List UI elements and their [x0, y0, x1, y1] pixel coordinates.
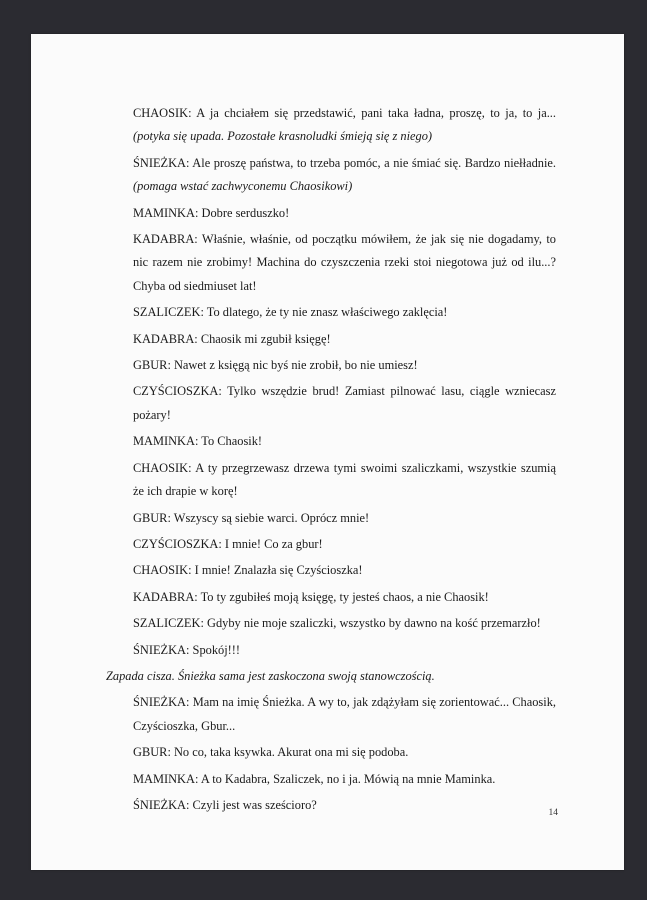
stage-direction-text: (pomaga wstać zachwyconemu Chaosikowi) [133, 179, 353, 194]
speaker-name: MAMINKA [133, 771, 195, 786]
dialogue-line: KADABRA: Chaosik mi zgubił księgę! [133, 331, 331, 346]
dialogue-text: I mnie! Co za gbur! [224, 536, 323, 551]
script-page [31, 34, 624, 870]
speaker-name: GBUR [133, 358, 168, 373]
speaker-name: CZYŚCIOSZKA [133, 536, 219, 551]
dialogue-text: I mnie! Znalazła się Czyścioszka! [194, 563, 363, 578]
speaker-name: GBUR [133, 745, 168, 760]
dialogue-text: Gdyby nie moje szaliczki, wszystko by dawno na kość przemarzło! [207, 616, 541, 631]
dialogue-text: Spokój!!! [192, 642, 241, 657]
dialogue-line: KADABRA: Właśnie, właśnie, od początku mówiłem, że jak się nie dogadamy, to nic razem nie zrobimy! Machina do czyszczenia rzeki stoi niegotowa już od ilu...? Chyba od siedmiuset lat! [133, 232, 556, 293]
dialogue-line: GBUR: No co, taka ksywka. Akurat ona mi się podoba. [133, 745, 409, 760]
speaker-name: KADABRA [133, 589, 195, 604]
dialogue-line: ŚNIEŻKA: Czyli jest was sześcioro? [133, 797, 317, 812]
dialogue-text: Dobre serduszko! [201, 205, 290, 220]
dialogue-text: A ja chciałem się przedstawić, pani taka ładna, proszę, to ja, to ja... [196, 106, 556, 120]
dialogue-text: Ale proszę państwa, to trzeba pomóc, a nie śmiać się. Bardzo niełładnie. [192, 155, 556, 170]
dialogue-line: GBUR: Wszyscy są siebie warci. Oprócz mnie! [133, 510, 370, 525]
dialogue-text: Chaosik mi zgubił księgę! [200, 331, 331, 346]
speaker-name: SZALICZEK [133, 305, 201, 320]
dialogue-text: Nawet z księgą nic byś nie zrobił, bo nie umiesz! [173, 358, 418, 373]
speaker-name: CHAOSIK [133, 106, 189, 120]
dialogue-line: SZALICZEK: Gdyby nie moje szaliczki, wszystko by dawno na kość przemarzło! [133, 616, 541, 631]
speaker-name: KADABRA [133, 331, 195, 346]
dialogue-line: CHAOSIK: A ja chciałem się przedstawić, pani taka ładna, proszę, to ja, to ja... (potyka się upada. Pozostałe krasnoludki śmieją się z niego) [133, 106, 556, 144]
dialogue-text: A to Kadabra, Szaliczek, no i ja. Mówią na mnie Maminka. [200, 771, 496, 786]
dialogue-text: Wszyscy są siebie warci. Oprócz mnie! [173, 510, 370, 525]
speaker-name: CHAOSIK [133, 460, 189, 475]
dialogue-line: MAMINKA: A to Kadabra, Szaliczek, no i ja. Mówią na mnie Maminka. [133, 771, 496, 786]
dialogue-text: To Chaosik! [201, 434, 263, 449]
speaker-name: MAMINKA [133, 434, 195, 449]
dialogue-text: No co, taka ksywka. Akurat ona mi się podoba. [173, 745, 409, 760]
page-number: 14 [548, 808, 558, 818]
stage-direction-text: (potyka się upada. Pozostałe krasnoludki śmieją się z niego) [133, 129, 433, 144]
dialogue-line: CZYŚCIOSZKA: I mnie! Co za gbur! [133, 536, 323, 551]
dialogue-line: ŚNIEŻKA: Spokój!!! [133, 642, 241, 657]
dialogue-line: MAMINKA: To Chaosik! [133, 434, 263, 449]
dialogue-line: SZALICZEK: To dlatego, że ty nie znasz właściwego zaklęcia! [133, 305, 448, 320]
dialogue-text: Tylko wszędzie brud! Zamiast pilnować lasu, ciągle wzniecasz pożary! [133, 384, 556, 422]
stage-direction-text: Zapada cisza. Śnieżka sama jest zaskoczona swoją stanowczością. [106, 668, 435, 683]
dialogue-line: GBUR: Nawet z księgą nic byś nie zrobił, bo nie umiesz! [133, 358, 418, 373]
speaker-name: MAMINKA [133, 205, 195, 220]
speaker-name: ŚNIEŻKA [133, 642, 186, 657]
dialogue-line: KADABRA: To ty zgubiłeś moją księgę, ty jesteś chaos, a nie Chaosik! [133, 589, 489, 604]
speaker-name: CHAOSIK [133, 563, 189, 578]
dialogue-text: Czyli jest was sześcioro? [192, 797, 317, 812]
stage-direction [106, 665, 556, 688]
speaker-name: ŚNIEŻKA [133, 797, 186, 812]
speaker-name: GBUR [133, 510, 168, 525]
dialogue-text: To dlatego, że ty nie znasz właściwego zaklęcia! [206, 305, 448, 320]
speaker-name: ŚNIEŻKA [133, 695, 186, 710]
dialogue-line: MAMINKA: Dobre serduszko! [133, 205, 290, 220]
script-content [106, 102, 556, 820]
dialogue-line: CZYŚCIOSZKA: Tylko wszędzie brud! Zamiast pilnować lasu, ciągle wzniecasz pożary! [133, 384, 556, 422]
dialogue-line: CHAOSIK: I mnie! Znalazła się Czyścioszka! [133, 563, 363, 578]
dialogue-line: ŚNIEŻKA: Mam na imię Śnieżka. A wy to, jak zdążyłam się zorientować... Chaosik, Czyścioszka, Gbur... [133, 695, 556, 733]
speaker-name: KADABRA [133, 232, 195, 247]
dialogue-line: ŚNIEŻKA: Ale proszę państwa, to trzeba pomóc, a nie śmiać się. Bardzo niełładnie. (pomaga wstać zachwyconemu Chaosikowi) [133, 155, 556, 194]
dialogue-line: CHAOSIK: A ty przegrzewasz drzewa tymi swoimi szaliczkami, wszystkie szumią że ich drapie w korę! [133, 460, 556, 499]
speaker-name: ŚNIEŻKA [133, 155, 186, 170]
dialogue-text: Mam na imię Śnieżka. A wy to, jak zdążyłam się zorientować... Chaosik, Czyścioszka, Gbur... [133, 695, 556, 733]
dialogue-text: Właśnie, właśnie, od początku mówiłem, że jak się nie dogadamy, to nic razem nie zrobimy! Machina do czyszczenia rzeki stoi niegotowa już od ilu...? Chyba od siedmiuset lat! [133, 232, 556, 293]
speaker-name: CZYŚCIOSZKA [133, 384, 219, 399]
dialogue-text: To ty zgubiłeś moją księgę, ty jesteś chaos, a nie Chaosik! [200, 589, 489, 604]
dialogue-text: A ty przegrzewasz drzewa tymi swoimi szaliczkami, wszystkie szumią że ich drapie w korę! [133, 460, 556, 499]
speaker-name: SZALICZEK [133, 616, 201, 631]
